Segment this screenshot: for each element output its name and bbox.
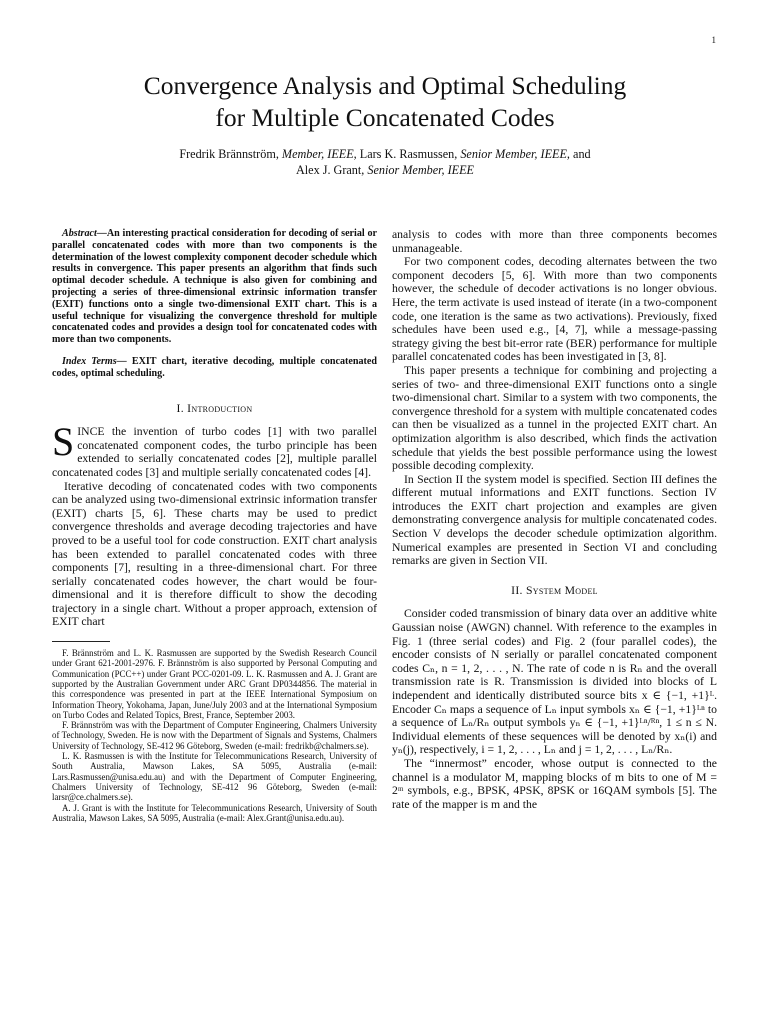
intro-paragraph-5: This paper presents a technique for combining and projecting a series of two- and three-dimensional EXIT functions onto a single two-dimensional chart. Similar to a system with two components, the convergence threshold for a system with multiple concatenated codes can then be visualized as a tunnel in the projected EXIT chart. An optimization algorithm is also described, which finds the activation schedule that yields the best possible performance using the lowest possible decoding complexity. xyxy=(392,363,717,473)
author-2: Lars K. Rasmussen, xyxy=(359,147,458,161)
index-terms xyxy=(52,356,377,380)
intro-paragraph-1 xyxy=(52,419,377,479)
author-1: Fredrik Brännström, xyxy=(179,147,279,161)
paper-title xyxy=(40,70,730,134)
page-number: 1 xyxy=(711,35,716,45)
section-1-heading: I. Introduction xyxy=(176,401,253,415)
title-line-1: Convergence Analysis and Optimal Scheduling xyxy=(143,71,627,100)
footnotes xyxy=(52,648,377,823)
abstract-label: Abstract— xyxy=(62,228,107,239)
author-conjunction: and xyxy=(573,147,591,161)
drop-cap: S xyxy=(52,419,75,465)
intro-paragraph-6: In Section II the system model is specified. Section III defines the different mutual informations and EXIT functions. Section IV introduces the EXIT chart projection and examples are given demonstrating convergence analysis for multiple concatenated codes. Section V develops the decoder schedule optimization algorithm. Numerical examples are presented in Section VI and concluding remarks are given in Section VII. xyxy=(392,472,717,568)
intro-paragraph-3: analysis to codes with more than three components becomes unmanageable. xyxy=(392,228,717,255)
intro-paragraph-4: For two component codes, decoding alternates between the two component decoders [5, 6]. With more than two components however, the schedule of decoder activations is no longer obvious. Here, the term activate is used instead of iterate (in a two-component code, one iteration is the same as two activations). Previously, fixed schedules have been used e.g., [4, 7], while a message-passing strategy giving the best bit-error rate (BER) performance for multiple parallel concatenated codes has been investigated in [3, 8]. xyxy=(392,255,717,364)
abstract-text: An interesting practical consideration for decoding of serial or parallel concatenated codes with more than two components is the determination of the lowest complexity component decoder schedule which results in convergence. This paper presents an algorithm that finds such optimal decoder schedule. A technique is also given for combining and projecting a series of three-dimensional extrinsic information transfer (EXIT) functions onto a single two-dimensional EXIT chart. This is a useful technique for visualizing the convergence threshold for multiple concatenated codes and provides a design tool for concatenated codes with more than two components. xyxy=(52,228,377,346)
title-line-2: for Multiple Concatenated Codes xyxy=(215,103,555,132)
section-2-heading: II. System Model xyxy=(511,583,598,597)
system-model-paragraph-2: The “innermost” encoder, whose output is connected to the channel is a modulator M, mapping blocks of m bits to one of M = 2ᵐ symbols, e.g., BPSK, 4PSK, 8PSK or 16QAM symbols [5]. The rate of the mapper is m and the xyxy=(392,756,717,811)
index-terms-text: EXIT chart, iterative decoding, multiple concatenated codes, optimal scheduling. xyxy=(52,355,377,379)
left-column xyxy=(52,228,377,823)
footnote-funding: F. Brännström and L. K. Rasmussen are supported by the Swedish Research Council under Grant 621-2001-2976. F. Brännström is also supported by Personal Computing and Communication (PCC++) under Grant PCC-0201-09. L. K. Rasmussen and A. J. Grant are supported by the Australian Government under ARC Grant DP0344856. The material in this correspondence was presented in part at the IEEE International Symposium on Information Theory, Yokohama, Japan, June/July 2003 and at the International Symposium on Turbo Codes and Related Topics, Brest, France, September 2003. xyxy=(52,648,377,720)
abstract xyxy=(52,228,377,346)
system-model-paragraph-1: Consider coded transmission of binary data over an additive white Gaussian noise (AWGN) channel. With reference to the examples in Fig. 1 (three serial codes) and Fig. 2 (four parallel codes), the encoder consists of N serially or parallel concatenated component codes Cₙ, n = 1, 2, . . . , N. The rate of code n is Rₙ and the overall transmission rate is R. Transmission is divided into blocks of L independent and identically distributed source bits x ∈ {−1, +1}ᴸ. Encoder Cₙ maps a sequence of Lₙ input symbols xₙ ∈ {−1, +1}ᴸⁿ to a sequence of Lₙ/Rₙ output symbols yₙ ∈ {−1, +1}ᴸⁿ/ᴿⁿ, 1 ≤ n ≤ N. Individual elements of these sequences will be denoted by xₙ(i) and yₙ(j), respectively, i = 1, 2, . . . , Lₙ and j = 1, 2, . . . , Lₙ/Rₙ. xyxy=(392,607,717,757)
author-2-role: Senior Member, IEEE, xyxy=(460,147,570,161)
author-list xyxy=(40,146,730,178)
right-column xyxy=(392,228,717,811)
footnote-author-3: A. J. Grant is with the Institute for Telecommunications Research, University of South Australia, Mawson Lakes, SA 5095, Australia (e-mail: Alex.Grant@unisa.edu.au). xyxy=(52,802,377,823)
author-3: Alex J. Grant, xyxy=(295,163,365,177)
intro-paragraph-2: Iterative decoding of concatenated codes with two components can be analyzed using two-dimensional extrinsic information transfer (EXIT) charts [5, 6]. These charts may be used to predict convergence thresholds and average decoding trajectories and have proved to be a useful tool for code construction. EXIT chart analysis has been extended to parallel concatenated codes with three components [7], resulting in a three-dimensional chart. For three serially concatenated codes however, the chart would be four-dimensional and it is therefore difficult to show the decoding trajectory in a single chart. Without a proper approach, extension of EXIT chart xyxy=(52,479,377,629)
author-3-role: Senior Member, IEEE xyxy=(367,163,475,177)
author-1-role: Member, IEEE, xyxy=(281,147,357,161)
index-terms-label: Index Terms— xyxy=(62,355,127,367)
footnote-author-2: L. K. Rasmussen is with the Institute for Telecommunications Research, University of South Australia, Mawson Lakes, SA 5095, Australia (e-mail: Lars.Rasmussen@unisa.edu.au) and with the Department of Computer Engineering, Chalmers University of Technology, SE-412 96 Göteborg, Sweden (e-mail: larsr@ce.chalmers.se). xyxy=(52,751,377,803)
footnote-divider xyxy=(52,641,110,642)
intro-paragraph-1-text: INCE the invention of turbo codes [1] with two parallel concatenated component codes, the turbo principle has been extended to serially concatenated codes [2], multiple parallel concatenated codes [3] and multiple serially concatenated codes [4]. xyxy=(52,425,377,479)
footnote-author-1: F. Brännström was with the Department of Computer Engineering, Chalmers University of Technology, Sweden. He is now with the Department of Signals and Systems, Chalmers University of Technology, SE-412 96 Göteborg, Sweden (e-mail: fredrikb@chalmers.se). xyxy=(52,720,377,751)
